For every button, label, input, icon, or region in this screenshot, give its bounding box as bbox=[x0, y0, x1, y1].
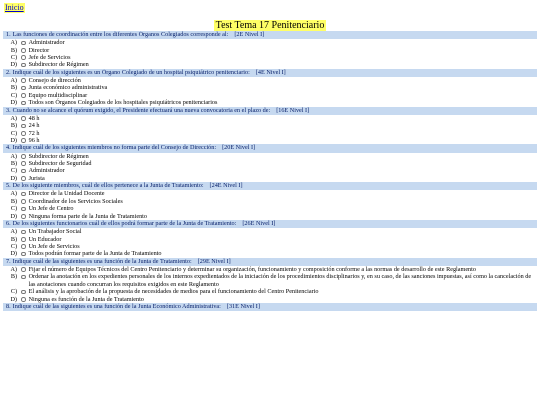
option-letter: A) bbox=[10, 228, 17, 236]
answer-radio[interactable] bbox=[21, 230, 26, 235]
answer-radio[interactable] bbox=[21, 214, 26, 219]
question-header bbox=[3, 31, 537, 39]
question-text: Indique cuál de las siguientes es una función de la Junta Económico Administrativa: bbox=[12, 303, 221, 311]
question-header bbox=[3, 258, 537, 266]
answer-radio[interactable] bbox=[21, 101, 26, 106]
answer-option[interactable] bbox=[3, 205, 537, 212]
option-text: Todos podrán formar parte de la Junta de Tratamiento bbox=[28, 250, 162, 258]
option-letter: D) bbox=[10, 250, 17, 258]
option-letter: D) bbox=[10, 295, 17, 303]
answer-radio[interactable] bbox=[21, 275, 26, 280]
question-number: 4. bbox=[6, 144, 11, 152]
option-letter: C) bbox=[10, 288, 17, 296]
option-text: Un Jefe de Centro bbox=[28, 205, 74, 213]
home-link[interactable]: Inicio bbox=[5, 3, 24, 12]
answer-radio[interactable] bbox=[21, 297, 26, 302]
answer-option[interactable] bbox=[3, 99, 537, 106]
answer-option[interactable] bbox=[3, 190, 537, 197]
question-level: [2E Nivel I] bbox=[234, 31, 265, 38]
answer-option[interactable] bbox=[3, 122, 537, 129]
answer-radio[interactable] bbox=[21, 124, 26, 129]
option-letter: B) bbox=[10, 197, 17, 205]
option-letter: B) bbox=[10, 273, 17, 281]
question-level: [26E Nivel I] bbox=[242, 220, 276, 228]
option-letter: D) bbox=[10, 99, 17, 107]
option-letter: A) bbox=[10, 39, 17, 47]
option-text: Coordinador de los Servicios Sociales bbox=[28, 197, 123, 205]
question-number: 6. bbox=[6, 220, 11, 228]
question-header bbox=[3, 182, 537, 190]
question-block bbox=[3, 182, 537, 220]
answer-radio[interactable] bbox=[21, 176, 26, 181]
option-text: Jurista bbox=[28, 174, 45, 182]
answer-radio[interactable] bbox=[21, 48, 26, 53]
option-text: Subdirector de Régimen bbox=[28, 152, 89, 160]
page-title: Test Tema 17 Penitenciario bbox=[215, 20, 325, 31]
answer-radio[interactable] bbox=[21, 93, 26, 98]
question-header bbox=[3, 303, 537, 311]
answer-radio[interactable] bbox=[21, 138, 26, 143]
question-text: Indique cuál de los siguientes es un Órgano Colegiado de un hospital psiquiátrico penitenciario: bbox=[12, 68, 250, 76]
answer-option[interactable] bbox=[3, 273, 537, 288]
answer-option[interactable] bbox=[3, 160, 537, 167]
answer-option[interactable] bbox=[3, 153, 537, 160]
answer-radio[interactable] bbox=[21, 116, 26, 121]
question-level: [29E Nivel I] bbox=[197, 257, 231, 265]
question-level: [4E Nivel I] bbox=[255, 68, 286, 76]
option-letter: A) bbox=[10, 190, 17, 198]
option-letter: C) bbox=[10, 129, 17, 137]
option-letter: A) bbox=[10, 77, 17, 84]
option-letter: C) bbox=[10, 243, 17, 251]
option-text: Jefe de Servicios bbox=[28, 54, 71, 61]
answer-radio[interactable] bbox=[21, 154, 26, 159]
question-header bbox=[3, 107, 537, 115]
question-text: Las funciones de coordinación entre los diferentes Órganos Colegiados corresponde al: bbox=[12, 31, 229, 38]
answer-option[interactable] bbox=[3, 228, 537, 235]
question-number: 8. bbox=[6, 303, 11, 311]
option-letter: B) bbox=[10, 160, 17, 168]
option-letter: C) bbox=[10, 91, 17, 99]
option-text: Consejo de dirección bbox=[28, 77, 81, 84]
answer-radio[interactable] bbox=[21, 86, 26, 91]
answer-option[interactable] bbox=[3, 236, 537, 243]
option-text: Subdirector de Seguridad bbox=[28, 160, 92, 168]
answer-radio[interactable] bbox=[21, 78, 26, 83]
question-number: 7. bbox=[6, 257, 11, 265]
option-text: Administrador bbox=[28, 39, 65, 47]
question-block bbox=[3, 107, 537, 145]
option-letter: D) bbox=[10, 137, 17, 145]
answer-option[interactable] bbox=[3, 115, 537, 122]
question-text: Cuando no se alcance el quórum exigido, el Presidente efectuará una nueva convocatoria en el plazo de: bbox=[12, 106, 271, 114]
question-text: De los siguientes funcionarios cuál de ellos podrá formar parte de la Junta de Tratamiento: bbox=[12, 220, 237, 228]
answer-option[interactable] bbox=[3, 288, 537, 295]
option-text: Un Trabajador Social bbox=[28, 228, 82, 236]
option-letter: B) bbox=[10, 84, 17, 92]
answer-radio[interactable] bbox=[21, 131, 26, 136]
option-text: Un Jefe de Servicios bbox=[28, 243, 80, 251]
answer-option[interactable] bbox=[3, 296, 537, 303]
question-number: 1. bbox=[6, 31, 11, 38]
question-block bbox=[3, 303, 537, 311]
answer-option[interactable] bbox=[3, 84, 537, 91]
question-level: [31E Nivel I] bbox=[226, 303, 260, 311]
question-number: 3. bbox=[6, 106, 11, 114]
option-letter: C) bbox=[10, 205, 17, 213]
option-text: El análisis y la aprobación de la propuesta de necesidades de medios para el funcionamiento del Centro Penitenciario bbox=[28, 288, 319, 296]
question-header bbox=[3, 144, 537, 152]
question-block bbox=[3, 144, 537, 182]
option-text: Ninguna forma parte de la Junta de Tratamiento bbox=[28, 212, 147, 220]
answer-option[interactable] bbox=[3, 137, 537, 144]
answer-radio[interactable] bbox=[21, 207, 26, 212]
answer-option[interactable] bbox=[3, 213, 537, 220]
answer-radio[interactable] bbox=[21, 63, 26, 68]
answer-option[interactable] bbox=[3, 250, 537, 257]
option-letter: B) bbox=[10, 122, 17, 130]
answer-option[interactable] bbox=[3, 175, 537, 182]
option-text: Subdirector de Régimen bbox=[28, 61, 89, 69]
answer-option[interactable] bbox=[3, 54, 537, 61]
question-header bbox=[3, 220, 537, 228]
answer-option[interactable] bbox=[3, 198, 537, 205]
answer-radio[interactable] bbox=[21, 161, 26, 166]
question-text: Indique cuál de los siguientes miembros no forma parte del Consejo de Dirección: bbox=[12, 144, 217, 152]
question-text: De los siguiente miembros, cuál de ellos pertenece a la Junta de Tratamiento: bbox=[12, 182, 204, 190]
option-text: Director bbox=[28, 46, 50, 54]
answer-radio[interactable] bbox=[21, 237, 26, 242]
option-letter: C) bbox=[10, 167, 17, 175]
option-text: Un Educador bbox=[28, 235, 62, 243]
answer-radio[interactable] bbox=[21, 267, 26, 272]
question-block bbox=[3, 220, 537, 258]
option-text: Ordenar la anotación en los expedientes personales de los internos expedientados de la iniciación de los procedimientos disciplinarios y, en su caso, de las sanciones impuestas, así como la cancelación de las anotaciones cuando concurran los requisitos exigidos en este Reglamento bbox=[28, 273, 532, 288]
question-block bbox=[3, 69, 537, 107]
option-letter: C) bbox=[10, 54, 17, 61]
option-text: Administrador bbox=[28, 167, 65, 175]
option-letter: B) bbox=[10, 46, 17, 54]
question-level: [20E Nivel I] bbox=[222, 144, 256, 152]
question-text: Indique cuál de las siguientes es una función de la Junta de Tratamiento: bbox=[12, 257, 192, 265]
option-text: Equipo multidisciplinar bbox=[28, 91, 88, 99]
question-header bbox=[3, 69, 537, 77]
option-text: 48 h bbox=[28, 114, 40, 122]
question-level: [16E Nivel I] bbox=[276, 106, 310, 114]
answer-radio[interactable] bbox=[21, 290, 26, 295]
option-letter: D) bbox=[10, 212, 17, 220]
answer-option[interactable] bbox=[3, 39, 537, 46]
answer-radio[interactable] bbox=[21, 252, 26, 257]
answer-radio[interactable] bbox=[21, 199, 26, 204]
option-text: Fijar el número de Equipos Técnicos del Centro Penitenciario y determinar su organización, funcionamiento y composición conforme a las normas de desarrollo de este Reglamento bbox=[28, 266, 476, 274]
option-letter: A) bbox=[10, 266, 17, 274]
answer-radio[interactable] bbox=[21, 244, 26, 249]
answer-radio[interactable] bbox=[21, 169, 26, 174]
question-block bbox=[3, 258, 537, 303]
option-text: 96 h bbox=[28, 137, 40, 145]
option-letter: A) bbox=[10, 114, 17, 122]
option-text: Junta económico administrativa bbox=[28, 84, 108, 92]
answer-option[interactable] bbox=[3, 266, 537, 273]
answer-radio[interactable] bbox=[21, 192, 26, 197]
answer-option[interactable] bbox=[3, 243, 537, 250]
question-number: 2. bbox=[6, 68, 11, 76]
answer-option[interactable] bbox=[3, 77, 537, 84]
answer-radio[interactable] bbox=[21, 41, 26, 46]
option-text: Ninguna es función de la Junta de Tratamiento bbox=[28, 295, 144, 303]
option-text: 24 h bbox=[28, 122, 40, 130]
question-number: 5. bbox=[6, 182, 11, 190]
option-letter: D) bbox=[10, 174, 17, 182]
option-letter: A) bbox=[10, 152, 17, 160]
answer-radio[interactable] bbox=[21, 55, 26, 60]
option-letter: D) bbox=[10, 61, 17, 69]
question-level: [24E Nivel I] bbox=[209, 182, 243, 190]
option-text: Todos son Órganos Colegiados de los hospitales psiquiátricos penitenciarios bbox=[28, 99, 218, 107]
answer-option[interactable] bbox=[3, 130, 537, 137]
option-letter: B) bbox=[10, 235, 17, 243]
answer-option[interactable] bbox=[3, 167, 537, 174]
answer-option[interactable] bbox=[3, 47, 537, 54]
option-text: 72 h bbox=[28, 129, 40, 137]
question-block bbox=[3, 31, 537, 69]
option-text: Director de la Unidad Docente bbox=[28, 190, 105, 198]
answer-option[interactable] bbox=[3, 61, 537, 68]
question-list bbox=[3, 31, 537, 311]
